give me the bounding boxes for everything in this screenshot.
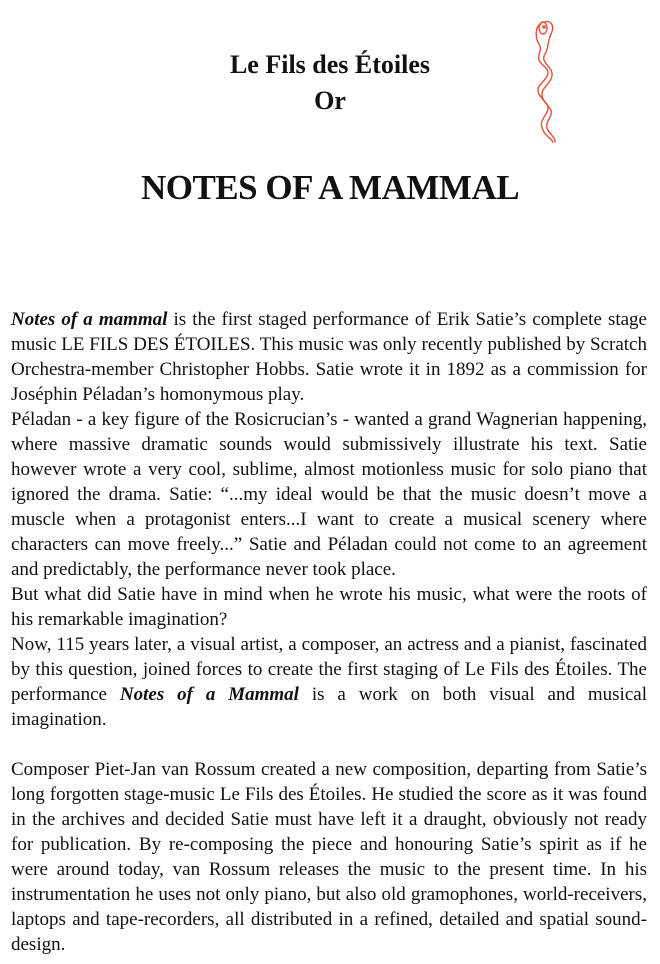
paragraph-4	[11, 632, 647, 732]
article-body	[11, 307, 647, 957]
seahorse-squiggle-icon	[525, 18, 565, 146]
page-title: NOTES OF A MAMMAL	[140, 168, 520, 207]
paragraph-4-text-after: is a work on both visual and musical imagination.	[11, 684, 647, 730]
paragraph-5: Composer Piet-Jan van Rossum created a new composition, departing from Satie’s long forgotten stage-music Le Fils des Étoiles. He studied the score as it was found in the archives and decided Satie must have left it a draught, obviously not ready for publication. By re-composing the piece and honouring Satie’s spirit as if he were around today, van Rossum releases the music to the present time. In his instrumentation he uses not only piano, but also old gramophones, world-receivers, laptops and tape-recorders, all distributed in a refined, detailed and spatial sound-design.	[11, 759, 647, 955]
paragraph-2: Péladan - a key figure of the Rosicrucian’s - wanted a grand Wagnerian happening, where massive dramatic sounds would submissively illustrate his text. Satie however wrote a very cool, sublime, almost motionless music for solo piano that ignored the drama. Satie: “...my ideal would be that the music doesn’t move a muscle when a protagonist enters...I want to create a musical scenery where characters can move freely...” Satie and Péladan could not come to an agreement and predictably, the performance never took place.	[11, 409, 647, 580]
paragraph-4-text-before: Now, 115 years later, a visual artist, a composer, an actress and a pianist, fascinated by this question, joined forces to create the first staging of Le Fils des Étoiles. The performance	[11, 634, 647, 705]
emphasis-title-2: Notes of a Mammal	[119, 684, 299, 705]
subtitle-line-1: Le Fils des Étoiles	[229, 50, 431, 79]
paragraph-spacer	[11, 732, 647, 757]
emphasis-title: Notes of a mammal	[11, 309, 168, 330]
subtitle-line-2: Or	[314, 86, 346, 115]
paragraph-3: But what did Satie have in mind when he wrote his music, what were the roots of his remarkable imagination?	[11, 584, 647, 630]
paragraph-1	[11, 307, 647, 407]
paragraph-1-text: is the first staged performance of Erik Satie’s complete stage music LE FILS DES ÉTOILES. This music was only recently published by Scratch Orchestra-member Christopher Hobbs. Satie wrote it in 1892 as a commission for Joséphin Péladan’s homonymous play.	[11, 309, 647, 405]
